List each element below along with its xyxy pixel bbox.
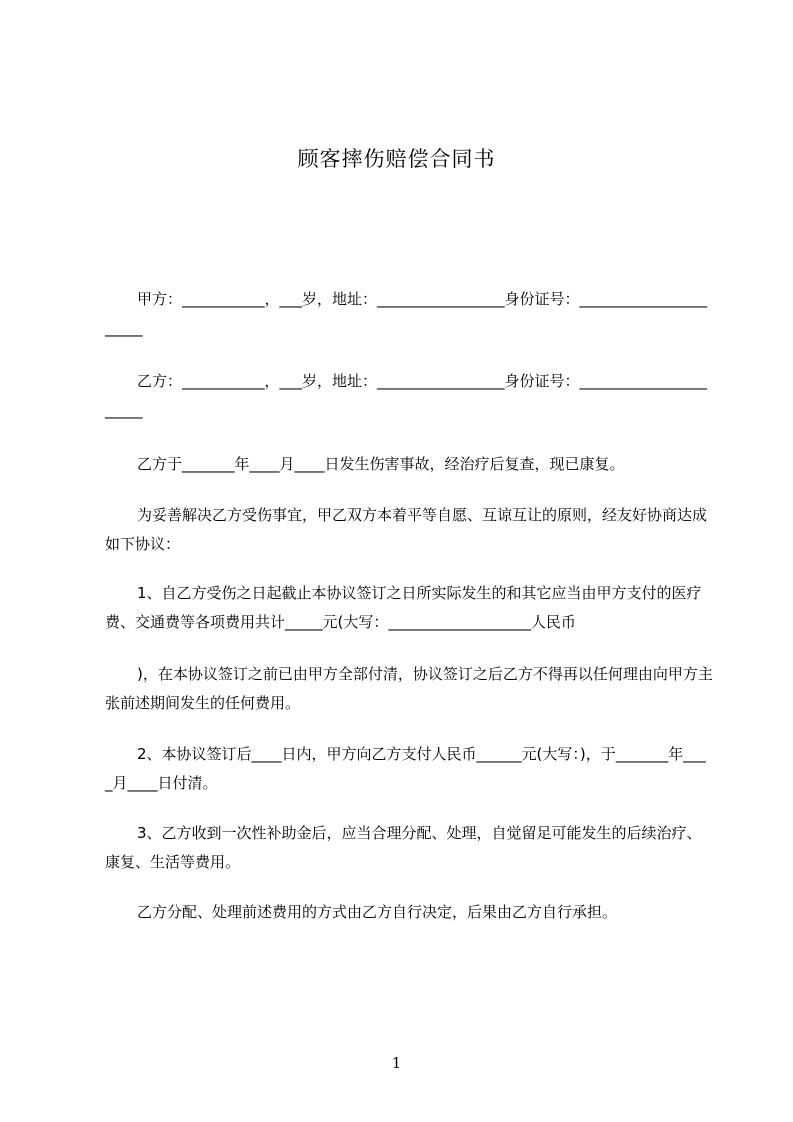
purpose-paragraph: 为妥善解决乙方受伤事宜，甲乙双方本着平等自愿、互谅互让的原则，经友好协商达成如下协议：: [105, 506, 708, 553]
party-a-line: 甲方：___________，___岁，地址：_________________身份证号：______________________: [105, 290, 708, 337]
allocation-paragraph: 乙方分配、处理前述费用的方式由乙方自行决定，后果由乙方自行承担。: [137, 903, 618, 921]
clause-1-paragraph: 1、自乙方受伤之日起截止本协议签订之日所实际发生的和其它应当由甲方支付的医疗费、交通费等各项费用共计_____元(大写：___________________人民币: [105, 584, 702, 631]
clause-1-continued-paragraph: )，在本协议签订之前已由甲方全部付清，协议签订之后乙方不得再以任何理由向甲方主张前述期间发生的任何费用。: [105, 665, 713, 712]
page-number: 1: [391, 1054, 402, 1072]
clause-3-paragraph: 3、乙方收到一次性补助金后，应当合理分配、处理，自觉留足可能发生的后续治疗、康复、生活等费用。: [105, 824, 702, 871]
document-title: 顾客摔伤赔偿合同书: [297, 147, 496, 171]
incident-paragraph: 乙方于_______年____月____日发生伤害事故，经治疗后复查，现已康复。: [137, 455, 625, 473]
party-b-line: 乙方：___________，___岁，地址：_________________身份证号：______________________: [105, 372, 708, 419]
clause-2-paragraph: 2、本协议签订后____日内，甲方向乙方支付人民币______元(大写：)，于_______年____月____日付清。: [105, 745, 706, 792]
